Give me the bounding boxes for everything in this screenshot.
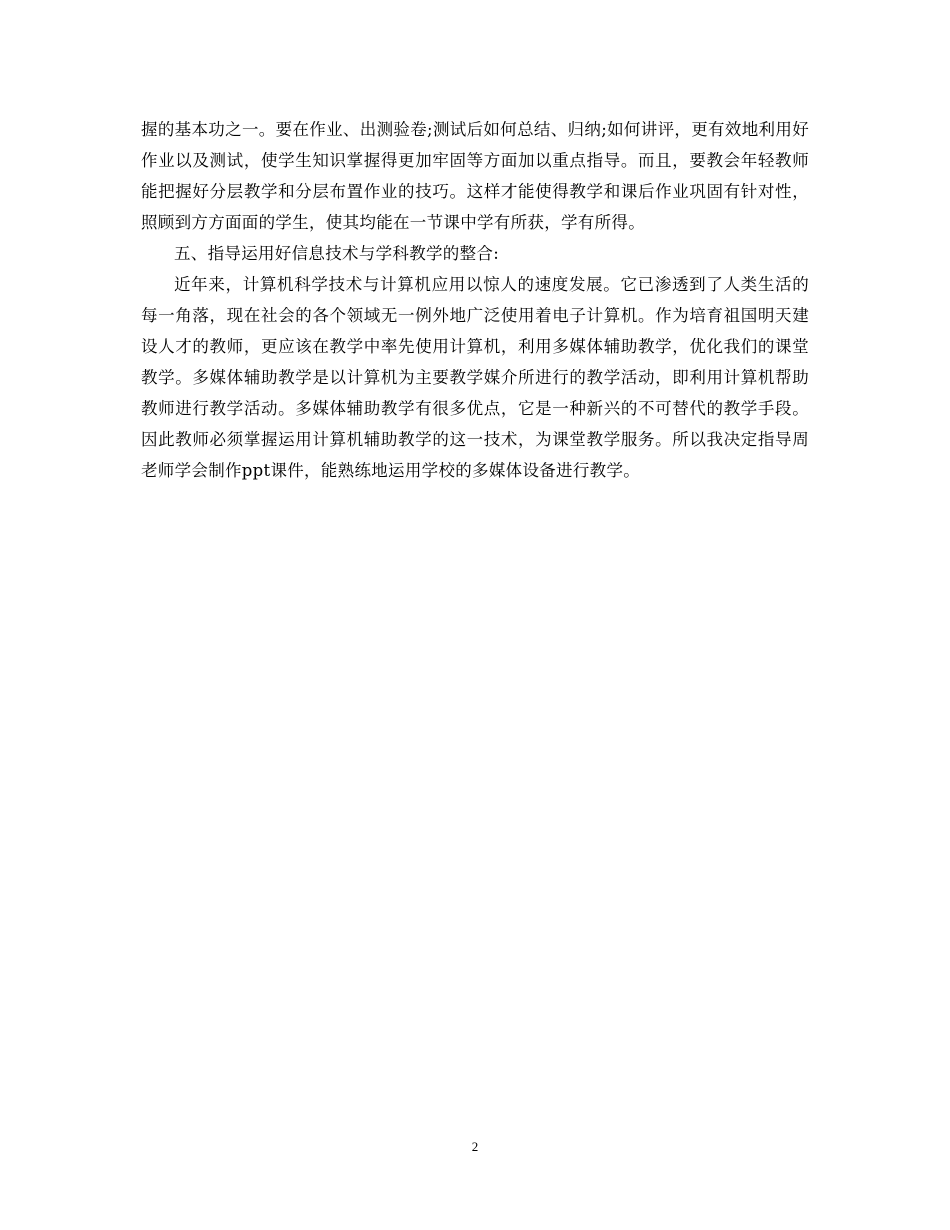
document-body	[141, 114, 809, 486]
page-number: 2	[471, 1139, 479, 1154]
paragraph-continued: 握的基本功之一。要在作业、出测验卷;测试后如何总结、归纳;如何讲评，更有效地利用好作业以及测试，使学生知识掌握得更加牢固等方面加以重点指导。而且，要教会年轻教师能把握好分层教学和分层布置作业的技巧。这样才能使得教学和课后作业巩固有针对性，照顾到方方面面的学生，使其均能在一节课中学有所获，学有所得。	[141, 120, 809, 232]
paragraph-it-integration: 近年来，计算机科学技术与计算机应用以惊人的速度发展。它已渗透到了人类生活的每一角落，现在社会的各个领域无一例外地广泛使用着电子计算机。作为培育祖国明天建设人才的教师，更应该在教学中率先使用计算机，利用多媒体辅助教学，优化我们的课堂教学。多媒体辅助教学是以计算机为主要教学媒介所进行的教学活动，即利用计算机帮助教师进行教学活动。多媒体辅助教学有很多优点，它是一种新兴的不可替代的教学手段。因此教师必须掌握运用计算机辅助教学的这一技术，为课堂教学服务。所以我决定指导周老师学会制作ppt课件，能熟练地运用学校的多媒体设备进行教学。	[141, 275, 809, 480]
section-heading: 五、指导运用好信息技术与学科教学的整合:	[174, 244, 500, 263]
